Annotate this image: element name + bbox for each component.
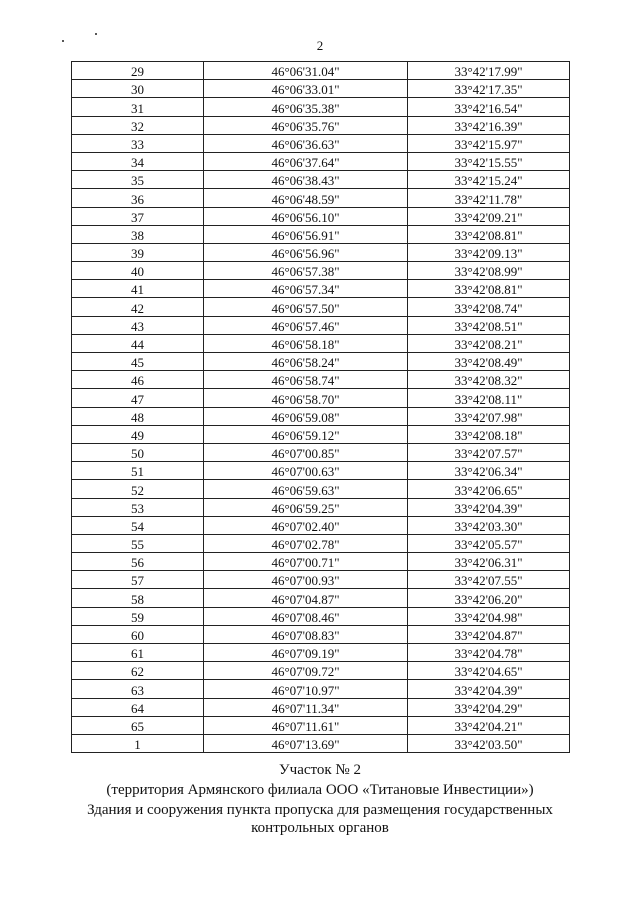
table-row <box>72 298 570 316</box>
table-row <box>72 589 570 607</box>
longitude-cell: 33°42'11.78" <box>408 189 570 207</box>
page-number: 2 <box>316 38 324 53</box>
point-number-cell: 55 <box>72 534 204 552</box>
point-number-cell: 36 <box>72 189 204 207</box>
longitude-cell: 33°42'07.55" <box>408 571 570 589</box>
table-row <box>72 171 570 189</box>
table-row <box>72 334 570 352</box>
latitude-cell: 46°07'09.72" <box>204 662 408 680</box>
section-description-line-1: Здания и сооружения пункта пропуска для размещения государственных <box>87 802 553 818</box>
longitude-cell: 33°42'08.81" <box>408 280 570 298</box>
longitude-cell: 33°42'08.21" <box>408 334 570 352</box>
table-row <box>72 716 570 734</box>
latitude-cell: 46°07'00.93" <box>204 571 408 589</box>
section-title: Участок № 2 <box>279 762 361 778</box>
longitude-cell: 33°42'08.99" <box>408 262 570 280</box>
point-number-cell: 51 <box>72 462 204 480</box>
longitude-cell: 33°42'09.21" <box>408 207 570 225</box>
latitude-cell: 46°06'57.38" <box>204 262 408 280</box>
table-row <box>72 407 570 425</box>
longitude-cell: 33°42'04.39" <box>408 680 570 698</box>
point-number-cell: 37 <box>72 207 204 225</box>
table-row <box>72 607 570 625</box>
point-number-cell: 35 <box>72 171 204 189</box>
longitude-cell: 33°42'07.98" <box>408 407 570 425</box>
longitude-cell: 33°42'03.50" <box>408 734 570 752</box>
longitude-cell: 33°42'15.24" <box>408 171 570 189</box>
table-row <box>72 698 570 716</box>
latitude-cell: 46°07'00.63" <box>204 462 408 480</box>
point-number-cell: 1 <box>72 734 204 752</box>
table-row <box>72 644 570 662</box>
table-row <box>72 80 570 98</box>
point-number-cell: 49 <box>72 425 204 443</box>
longitude-cell: 33°42'17.35" <box>408 80 570 98</box>
point-number-cell: 53 <box>72 498 204 516</box>
latitude-cell: 46°07'13.69" <box>204 734 408 752</box>
table-row <box>72 207 570 225</box>
point-number-cell: 54 <box>72 516 204 534</box>
latitude-cell: 46°07'00.85" <box>204 443 408 461</box>
longitude-cell: 33°42'08.74" <box>408 298 570 316</box>
table-row <box>72 371 570 389</box>
latitude-cell: 46°07'00.71" <box>204 553 408 571</box>
longitude-cell: 33°42'15.55" <box>408 152 570 170</box>
longitude-cell: 33°42'04.65" <box>408 662 570 680</box>
latitude-cell: 46°06'58.70" <box>204 389 408 407</box>
point-number-cell: 30 <box>72 80 204 98</box>
point-number-cell: 33 <box>72 134 204 152</box>
table-row <box>72 462 570 480</box>
point-number-cell: 29 <box>72 62 204 80</box>
latitude-cell: 46°07'10.97" <box>204 680 408 698</box>
point-number-cell: 47 <box>72 389 204 407</box>
point-number-cell: 39 <box>72 243 204 261</box>
point-number-cell: 60 <box>72 625 204 643</box>
table-row <box>72 98 570 116</box>
longitude-cell: 33°42'06.31" <box>408 553 570 571</box>
longitude-cell: 33°42'04.98" <box>408 607 570 625</box>
point-number-cell: 32 <box>72 116 204 134</box>
table-row <box>72 498 570 516</box>
table-row <box>72 353 570 371</box>
point-number-cell: 42 <box>72 298 204 316</box>
latitude-cell: 46°06'31.04" <box>204 62 408 80</box>
latitude-cell: 46°06'35.38" <box>204 98 408 116</box>
longitude-cell: 33°42'16.54" <box>408 98 570 116</box>
longitude-cell: 33°42'17.99" <box>408 62 570 80</box>
longitude-cell: 33°42'08.32" <box>408 371 570 389</box>
point-number-cell: 52 <box>72 480 204 498</box>
latitude-cell: 46°06'58.24" <box>204 353 408 371</box>
table-row <box>72 189 570 207</box>
latitude-cell: 46°07'08.46" <box>204 607 408 625</box>
longitude-cell: 33°42'09.13" <box>408 243 570 261</box>
table-row <box>72 262 570 280</box>
point-number-cell: 65 <box>72 716 204 734</box>
latitude-cell: 46°07'02.40" <box>204 516 408 534</box>
coordinates-table-body <box>72 62 570 753</box>
latitude-cell: 46°06'56.91" <box>204 225 408 243</box>
longitude-cell: 33°42'06.20" <box>408 589 570 607</box>
point-number-cell: 64 <box>72 698 204 716</box>
table-row <box>72 280 570 298</box>
table-row <box>72 571 570 589</box>
latitude-cell: 46°06'57.46" <box>204 316 408 334</box>
point-number-cell: 41 <box>72 280 204 298</box>
longitude-cell: 33°42'05.57" <box>408 534 570 552</box>
table-row <box>72 134 570 152</box>
table-row <box>72 443 570 461</box>
table-row <box>72 553 570 571</box>
table-row <box>72 243 570 261</box>
longitude-cell: 33°42'04.21" <box>408 716 570 734</box>
longitude-cell: 33°42'08.49" <box>408 353 570 371</box>
latitude-cell: 46°06'48.59" <box>204 189 408 207</box>
table-row <box>72 225 570 243</box>
longitude-cell: 33°42'04.78" <box>408 644 570 662</box>
point-number-cell: 46 <box>72 371 204 389</box>
table-row <box>72 316 570 334</box>
table-row <box>72 116 570 134</box>
table-row <box>72 425 570 443</box>
table-row <box>72 516 570 534</box>
longitude-cell: 33°42'16.39" <box>408 116 570 134</box>
table-row <box>72 62 570 80</box>
longitude-cell: 33°42'03.30" <box>408 516 570 534</box>
latitude-cell: 46°06'59.63" <box>204 480 408 498</box>
latitude-cell: 46°06'56.96" <box>204 243 408 261</box>
longitude-cell: 33°42'04.29" <box>408 698 570 716</box>
point-number-cell: 40 <box>72 262 204 280</box>
longitude-cell: 33°42'04.87" <box>408 625 570 643</box>
latitude-cell: 46°06'59.25" <box>204 498 408 516</box>
table-row <box>72 152 570 170</box>
point-number-cell: 59 <box>72 607 204 625</box>
point-number-cell: 45 <box>72 353 204 371</box>
latitude-cell: 46°06'56.10" <box>204 207 408 225</box>
longitude-cell: 33°42'08.51" <box>408 316 570 334</box>
latitude-cell: 46°06'37.64" <box>204 152 408 170</box>
longitude-cell: 33°42'08.18" <box>408 425 570 443</box>
point-number-cell: 48 <box>72 407 204 425</box>
longitude-cell: 33°42'08.11" <box>408 389 570 407</box>
latitude-cell: 46°07'11.61" <box>204 716 408 734</box>
table-row <box>72 625 570 643</box>
section-subtitle: (территория Армянского филиала ООО «Титановые Инвестиции») <box>106 782 534 798</box>
latitude-cell: 46°07'11.34" <box>204 698 408 716</box>
table-row <box>72 389 570 407</box>
latitude-cell: 46°06'38.43" <box>204 171 408 189</box>
latitude-cell: 46°06'57.50" <box>204 298 408 316</box>
point-number-cell: 58 <box>72 589 204 607</box>
table-row <box>72 480 570 498</box>
table-row <box>72 734 570 752</box>
latitude-cell: 46°06'57.34" <box>204 280 408 298</box>
longitude-cell: 33°42'06.65" <box>408 480 570 498</box>
longitude-cell: 33°42'15.97" <box>408 134 570 152</box>
coordinates-table <box>71 61 570 753</box>
point-number-cell: 31 <box>72 98 204 116</box>
latitude-cell: 46°07'08.83" <box>204 625 408 643</box>
latitude-cell: 46°07'02.78" <box>204 534 408 552</box>
latitude-cell: 46°07'09.19" <box>204 644 408 662</box>
point-number-cell: 56 <box>72 553 204 571</box>
latitude-cell: 46°06'33.01" <box>204 80 408 98</box>
table-row <box>72 534 570 552</box>
point-number-cell: 62 <box>72 662 204 680</box>
point-number-cell: 63 <box>72 680 204 698</box>
point-number-cell: 44 <box>72 334 204 352</box>
latitude-cell: 46°06'59.12" <box>204 425 408 443</box>
latitude-cell: 46°06'58.74" <box>204 371 408 389</box>
point-number-cell: 43 <box>72 316 204 334</box>
point-number-cell: 38 <box>72 225 204 243</box>
point-number-cell: 61 <box>72 644 204 662</box>
longitude-cell: 33°42'06.34" <box>408 462 570 480</box>
scan-speck <box>95 33 97 35</box>
longitude-cell: 33°42'04.39" <box>408 498 570 516</box>
longitude-cell: 33°42'07.57" <box>408 443 570 461</box>
latitude-cell: 46°06'36.63" <box>204 134 408 152</box>
table-row <box>72 662 570 680</box>
latitude-cell: 46°06'58.18" <box>204 334 408 352</box>
latitude-cell: 46°07'04.87" <box>204 589 408 607</box>
latitude-cell: 46°06'59.08" <box>204 407 408 425</box>
point-number-cell: 57 <box>72 571 204 589</box>
point-number-cell: 50 <box>72 443 204 461</box>
latitude-cell: 46°06'35.76" <box>204 116 408 134</box>
point-number-cell: 34 <box>72 152 204 170</box>
longitude-cell: 33°42'08.81" <box>408 225 570 243</box>
table-row <box>72 680 570 698</box>
section-description-line-2: контрольных органов <box>251 820 389 836</box>
